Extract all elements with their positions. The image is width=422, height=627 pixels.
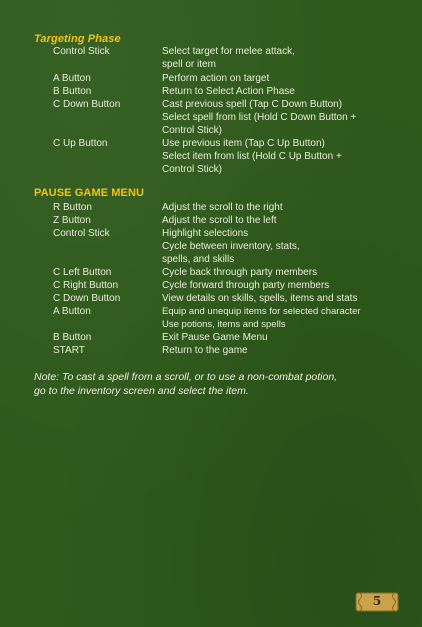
page-number-scroll-badge — [354, 590, 400, 614]
control-key: START — [53, 345, 85, 356]
control-key: Control Stick — [53, 46, 110, 57]
control-description: Return to the game — [162, 345, 248, 356]
control-description: Equip and unequip items for selected character — [162, 306, 361, 317]
control-description: Adjust the scroll to the right — [162, 202, 283, 213]
control-description: Cycle between inventory, stats, — [162, 241, 300, 252]
control-description: Cast previous spell (Tap C Down Button) — [162, 99, 343, 110]
control-key: C Left Button — [53, 267, 112, 278]
control-key: A Button — [53, 306, 91, 317]
control-key: C Down Button — [53, 99, 121, 110]
control-description: Adjust the scroll to the left — [162, 215, 277, 226]
control-description: Use previous item (Tap C Up Button) — [162, 138, 325, 149]
inventory-note — [34, 370, 406, 398]
control-description: spell or item — [162, 59, 216, 70]
control-description: Control Stick) — [162, 164, 223, 175]
control-key: C Right Button — [53, 280, 119, 291]
control-key: B Button — [53, 332, 92, 343]
control-description: Select spell from list (Hold C Down Button + — [162, 112, 357, 123]
targeting-phase-heading: Targeting Phase — [34, 33, 121, 45]
control-description: Return to Select Action Phase — [162, 86, 295, 97]
control-key: B Button — [53, 86, 92, 97]
control-key: R Button — [53, 202, 92, 213]
control-description: Perform action on target — [162, 73, 270, 84]
note-line: Note: To cast a spell from a scroll, or to use a non-combat potion, — [34, 371, 338, 383]
control-key: A Button — [53, 73, 91, 84]
control-description: View details on skills, spells, items and stats — [162, 293, 358, 304]
control-key: C Up Button — [53, 138, 108, 149]
control-description: Highlight selections — [162, 228, 249, 239]
control-key: Z Button — [53, 215, 91, 226]
control-description: Cycle forward through party members — [162, 280, 330, 291]
control-description: Select item from list (Hold C Up Button + — [162, 151, 342, 162]
control-description: Use potions, items and spells — [162, 319, 286, 330]
control-description: Select target for melee attack, — [162, 46, 295, 57]
pause-game-menu-heading: PAUSE GAME MENU — [34, 187, 145, 199]
control-description: Cycle back through party members — [162, 267, 318, 278]
control-description: Exit Pause Game Menu — [162, 332, 268, 343]
note-line: go to the inventory screen and select the item. — [34, 385, 249, 397]
page-number: 5 — [372, 594, 382, 608]
control-key: C Down Button — [53, 293, 121, 304]
control-key: Control Stick — [53, 228, 110, 239]
control-description: spells, and skills — [162, 254, 235, 265]
control-description: Control Stick) — [162, 125, 223, 136]
